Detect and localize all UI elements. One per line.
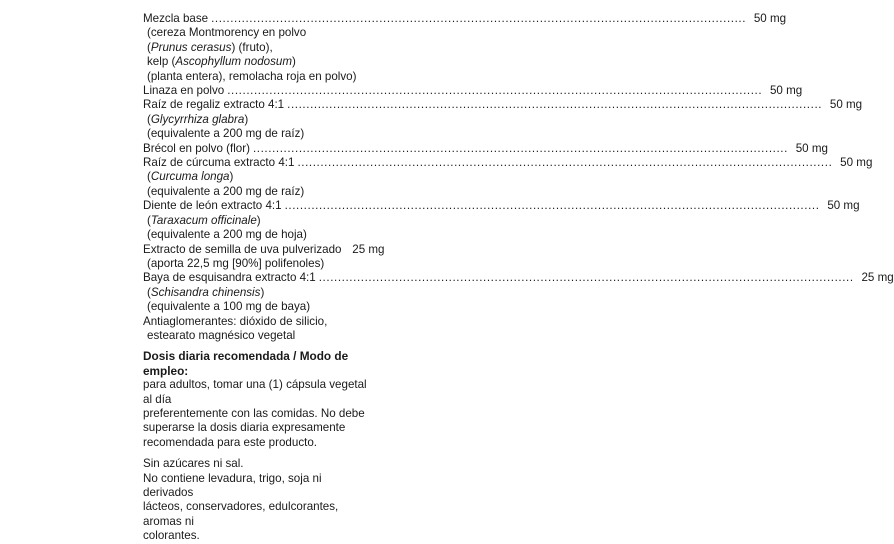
detail-text: ): [244, 112, 249, 126]
ingredient-detail-line: [143, 41, 368, 55]
ingredient-name: Baya de esquisandra extracto 4:1: [143, 271, 316, 285]
ingredient-amount: 25 mg: [352, 242, 385, 256]
detail-text: ): [292, 55, 296, 69]
ingredient-amount: 50 mg: [829, 98, 863, 112]
anticaking-line: estearato magnésico vegetal: [147, 328, 296, 342]
ingredient-detail-line: [143, 286, 368, 300]
botanical-name: Ascophyllum nodosum: [175, 55, 292, 69]
free-from-line: colorantes.: [143, 529, 200, 543]
detail-text: ): [229, 170, 234, 184]
ingredient-item: [143, 271, 894, 314]
ingredient-list: [143, 12, 894, 315]
dot-leader: ............................................................................................................................................: [287, 98, 823, 112]
dot-leader: ............................................................................................................................................: [211, 12, 747, 25]
ingredient-name: Mezcla base: [143, 12, 209, 25]
ingredient-amount: 25 mg: [861, 271, 894, 285]
ingredient-name: Extracto de semilla de uva pulverizado: [143, 242, 342, 256]
dosage-line: preferentemente con las comidas. No debe: [143, 406, 365, 420]
ingredient-item: [143, 98, 863, 141]
detail-text: (: [147, 285, 151, 299]
free-from-note: [143, 472, 368, 544]
dot-leader: ............................................................................................................................................: [252, 141, 788, 155]
ingredient-row: [143, 141, 828, 156]
dosage-line: superarse la dosis diaria expresamente: [143, 421, 346, 435]
ingredient-item: [143, 156, 873, 199]
ingredient-row: [143, 271, 894, 285]
free-from-line: lácteos, conservadores, edulcorantes, aromas ni: [143, 500, 339, 528]
supplement-label: [143, 12, 894, 544]
ingredient-amount: 50 mg: [827, 199, 860, 213]
ingredient-detail-line: [143, 300, 368, 314]
dosage-text: [143, 378, 368, 450]
ingredient-item: [143, 141, 828, 156]
ingredient-row: [143, 84, 803, 98]
dosage-heading: Dosis diaria recomendada / Modo de empleo:: [143, 349, 349, 378]
detail-text: (aporta 22,5 mg [90%] polifenoles): [147, 256, 325, 270]
ingredient-item: [143, 199, 860, 242]
botanical-name: Glycyrrhiza glabra: [150, 112, 245, 126]
ingredient-row: [143, 242, 385, 257]
ingredient-name: Brécol en polvo (flor): [143, 141, 250, 155]
botanical-name: Taraxacum officinale: [150, 213, 257, 227]
ingredient-amount: 50 mg: [753, 12, 787, 25]
ingredient-detail-line: [143, 185, 368, 199]
detail-text: (: [147, 40, 151, 54]
ingredient-detail-line: [143, 214, 368, 228]
ingredient-detail-line: [143, 228, 368, 242]
ingredient-detail-line: [143, 55, 368, 69]
ingredient-row: [143, 12, 787, 26]
ingredient-name: Diente de león extracto 4:1: [143, 199, 282, 213]
dot-leader: ............................................................................................................................................: [284, 199, 820, 213]
detail-text: (equivalente a 200 mg de raíz): [147, 127, 305, 141]
ingredient-detail-line: [143, 113, 368, 127]
ingredient-name: Raíz de cúrcuma extracto 4:1: [143, 156, 295, 170]
detail-text: (: [147, 112, 151, 126]
dot-leader: ............................................................................................................................................: [227, 84, 763, 98]
ingredient-row: [143, 98, 863, 112]
ingredient-row: [143, 156, 873, 170]
ingredient-detail-line: [143, 170, 368, 184]
detail-text: (: [147, 213, 151, 227]
ingredient-item: [143, 12, 787, 84]
ingredient-amount: 50 mg: [769, 84, 803, 98]
detail-text: (cereza Montmorency en polvo: [147, 26, 307, 40]
dot-leader: ............................................................................................................................................: [318, 271, 854, 285]
dot-leader: ............................................................................................................................................: [297, 156, 833, 170]
anticaking-line: Antiaglomerantes: dióxido de silicio,: [143, 314, 328, 328]
ingredient-row: [143, 199, 860, 213]
dosage-line: para adultos, tomar una (1) cápsula vegetal al día: [143, 378, 367, 406]
ingredient-item: [143, 84, 803, 98]
botanical-name: Curcuma longa: [150, 170, 230, 184]
botanical-name: Prunus cerasus: [150, 40, 232, 54]
botanical-name: Schisandra chinensis: [150, 285, 261, 299]
ingredient-name: Raíz de regaliz extracto 4:1: [143, 98, 285, 112]
ingredient-detail-line: [143, 257, 368, 271]
ingredient-amount: 50 mg: [795, 141, 828, 155]
detail-text: ): [256, 213, 261, 227]
detail-text: kelp (: [147, 55, 176, 69]
dosage-line: recomendada para este producto.: [143, 435, 318, 449]
detail-text: ) (fruto),: [231, 40, 273, 54]
detail-text: (equivalente a 200 mg de hoja): [147, 228, 307, 242]
free-from-line: No contiene levadura, trigo, soja ni derivados: [143, 471, 322, 499]
detail-text: (planta entera), remolacha roja en polvo): [147, 69, 357, 83]
detail-text: ): [260, 285, 265, 299]
ingredient-detail-line: [143, 70, 368, 84]
ingredient-item: [143, 242, 385, 272]
anticaking-agents: [143, 315, 368, 344]
ingredient-name: Linaza en polvo: [143, 84, 225, 98]
detail-text: (: [147, 170, 151, 184]
detail-text: (equivalente a 200 mg de raíz): [147, 184, 305, 198]
ingredient-detail-line: [143, 127, 368, 141]
detail-text: (equivalente a 100 mg de baya): [147, 300, 311, 314]
ingredient-amount: 50 mg: [840, 156, 873, 170]
ingredient-detail-line: [143, 26, 368, 40]
sugar-free-note: Sin azúcares ni sal.: [143, 457, 244, 471]
